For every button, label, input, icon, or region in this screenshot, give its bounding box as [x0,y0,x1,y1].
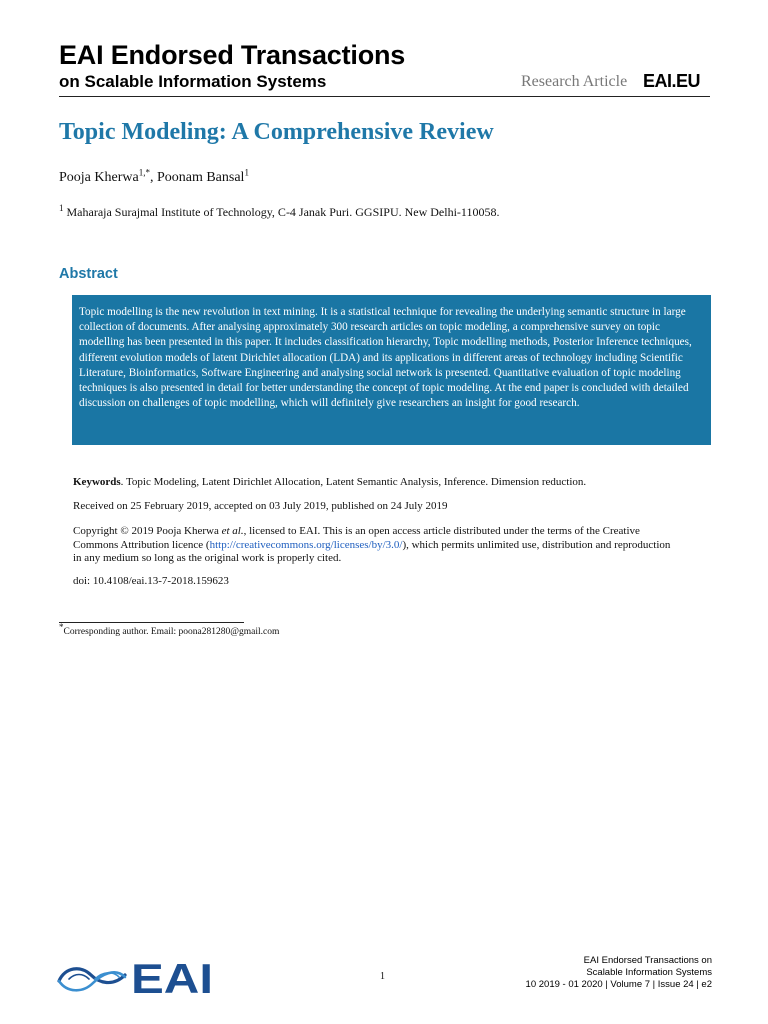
journal-subtitle: on Scalable Information Systems [59,72,327,91]
author-name: Pooja Kherwa [59,170,139,185]
paper-title: Topic Modeling: A Comprehensive Review [59,119,494,145]
author-affiliation-marker: 1 [244,167,249,178]
footer-line: Scalable Information Systems [586,967,712,979]
author-name: Poonam Bansal [156,170,245,185]
author-list [59,167,249,186]
abstract-box [72,295,711,445]
header-divider [59,96,710,97]
eai-eu-logo: EAI.EU [643,71,701,91]
footnote-marker: * [59,622,64,632]
affiliation-text: Maharaja Surajmal Institute of Technology, C-4 Janak Puri. GGSIPU. New Delhi-110058. [63,205,500,219]
license-link[interactable]: http://creativecommons.org/licenses/by/3.0/ [209,538,403,551]
footnote-divider [59,622,244,623]
copyright-prefix: Copyright © 2019 Pooja Kherwa [73,525,222,537]
copyright-etal: et al. [221,525,244,537]
copyright-notice [73,525,673,566]
eai-logo-icon [55,957,215,997]
eai-logo-text: EAI [131,957,213,997]
copyright-suffix: ), which permits unlimited use, distribution and reproduction in any medium so long as the original work is properly cited. [73,538,671,564]
footnote-text: Corresponding author. Email: poona281280@gmail.com [63,627,280,638]
keywords-label: Keywords [73,476,121,488]
keywords-text: . Topic Modeling, Latent Dirichlet Allocation, Latent Semantic Analysis, Inference. Dimension reduction. [120,476,587,488]
journal-title: EAI Endorsed Transactions [59,40,406,70]
affiliation [59,205,499,220]
abstract-heading: Abstract [59,266,118,282]
received-dates: Received on 25 February 2019, accepted on 03 July 2019, published on 24 July 2019 [73,500,448,512]
doi: doi: 10.4108/eai.13-7-2018.159623 [73,575,229,587]
infinity-swirl-icon [59,969,125,991]
abstract-text: Topic modelling is the new revolution in text mining. It is a statistical technique for revealing the underlying semantic structure in large collection of documents. After analysing approximately 300 research articles on topic modeling, a comprehensive survey on topic modelling has been presented in this paper. It includes classification hierarchy, Topic modelling methods, Posterior Inference techniques, different evolution models of latent Dirichlet allocation (LDA) and its applications in different areas of technology including Scientific Literature, Bioinformatics, Software Engineering and analysing social network is presented. Quantitative evaluation of topic modeling techniques is also presented in detail for better understanding the concept of topic modeling. At the end paper is concluded with detailed discussion on challenges of topic modelling, which will definitely give researchers an insight for good research. [79,306,692,410]
author-separator: , [149,170,157,185]
affiliation-marker: 1 [59,203,64,213]
article-type-label: Research Article [521,73,628,90]
page-number: 1 [380,971,385,982]
footer-issue-line: 10 2019 - 01 2020 | Volume 7 | Issue 24 | e2 [525,979,712,991]
footer-line: EAI Endorsed Transactions on [583,955,712,966]
corresponding-author-footnote [59,622,280,638]
keywords [73,476,586,490]
author-affiliation-marker: 1,* [138,167,150,178]
footer-journal-info [526,955,712,992]
copyright-mid: , licensed to EAI. This is an open access article distributed under the terms of the Creative Commons Attribution licence ( [73,525,640,551]
